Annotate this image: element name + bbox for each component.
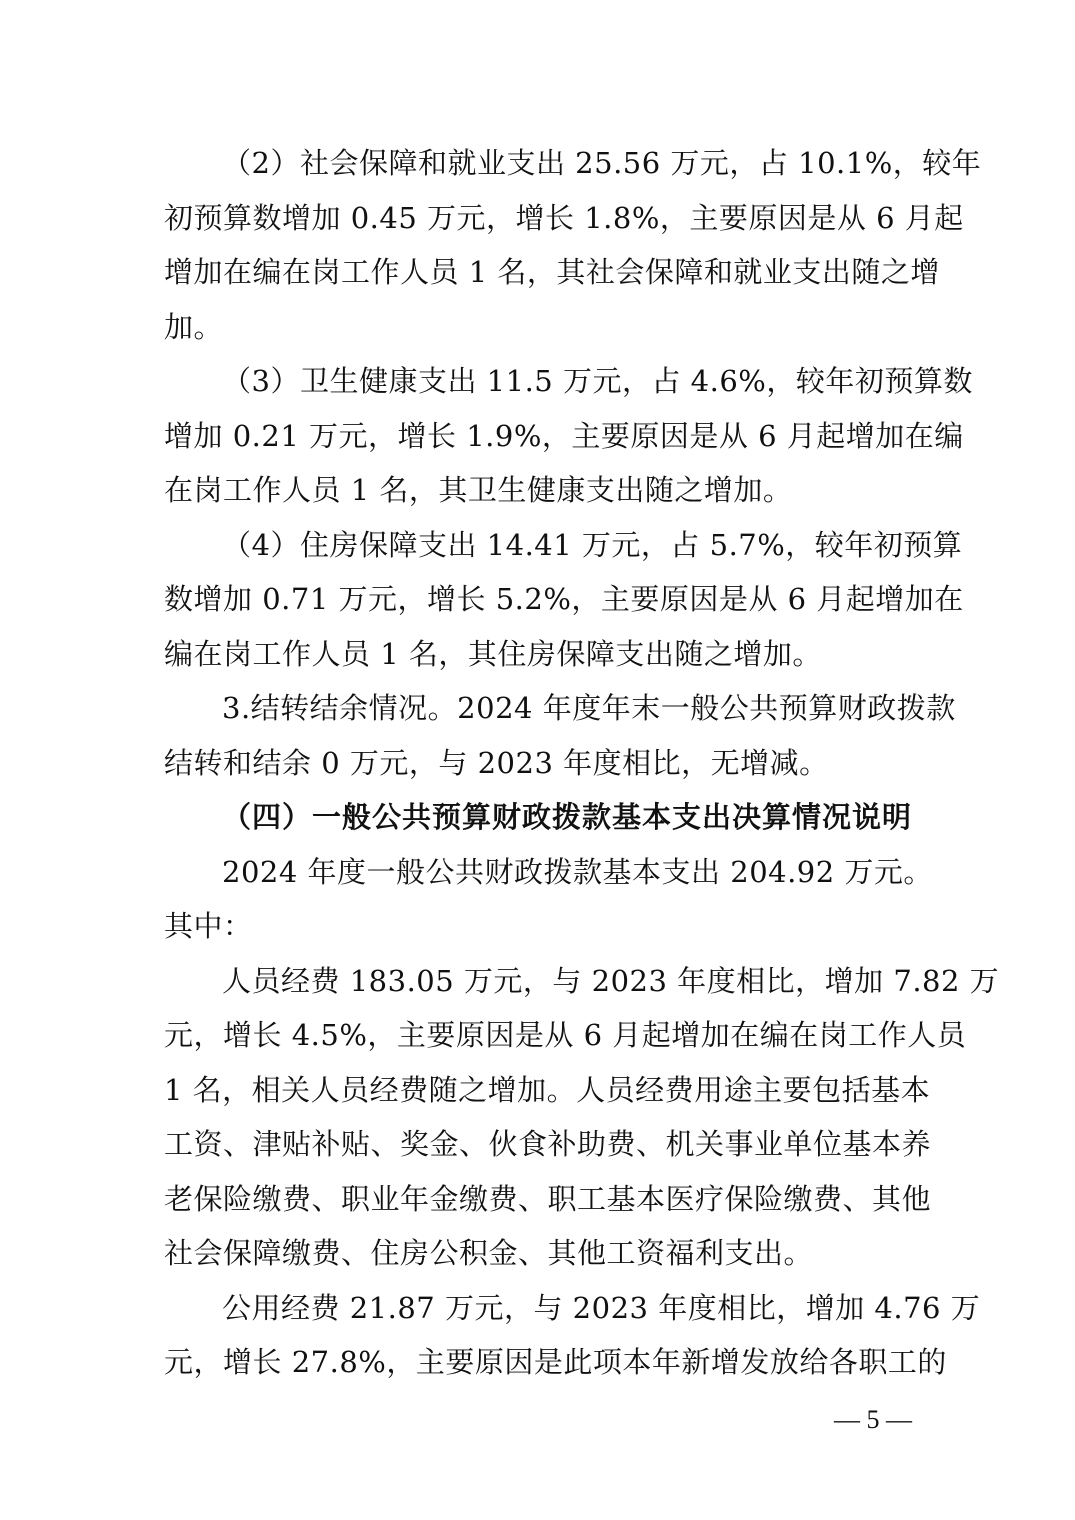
paragraph-carryover — [164, 681, 956, 790]
section-heading — [164, 790, 912, 845]
paragraph-basic-expenditure — [164, 845, 933, 954]
text-line: 工资、津贴补贴、奖金、伙食补助费、机关事业单位基本养 — [164, 1127, 932, 1161]
document-body — [164, 136, 1000, 1390]
text-line: 人员经费 183.05 万元，与 2023 年度相比，增加 7.82 万 — [222, 963, 1000, 998]
text-line: （3）卫生健康支出 11.5 万元，占 4.6%，较年初预算数 — [222, 364, 973, 398]
text-line: 编在岗工作人员 1 名，其住房保障支出随之增加。 — [164, 636, 822, 671]
text-line: （4）住房保障支出 14.41 万元，占 5.7%，较年初预算 — [222, 527, 963, 562]
text-line: 增加在编在岗工作人员 1 名，其社会保障和就业支出随之增 — [164, 255, 940, 289]
text-line: 社会保障缴费、住房公积金、其他工资福利支出。 — [164, 1236, 814, 1270]
text-line: 2024 年度一般公共财政拨款基本支出 204.92 万元。 — [222, 854, 933, 889]
text-line: 元，增长 27.8%，主要原因是此项本年新增发放给各职工的 — [164, 1345, 947, 1379]
text-line: 加。 — [164, 309, 224, 344]
text-line: 数增加 0.71 万元，增长 5.2%，主要原因是从 6 月起增加在 — [164, 582, 964, 616]
text-line: 元，增长 4.5%，主要原因是从 6 月起增加在编在岗工作人员 — [164, 1018, 967, 1052]
paragraph-social-security — [164, 136, 982, 354]
paragraph-public-expenses — [164, 1281, 981, 1390]
text-line: 1 名，相关人员经费随之增加。人员经费用途主要包括基本 — [164, 1072, 931, 1107]
text-line: 其中： — [164, 909, 253, 943]
text-line: 在岗工作人员 1 名，其卫生健康支出随之增加。 — [164, 473, 793, 507]
text-line: 初预算数增加 0.45 万元，增长 1.8%，主要原因是从 6 月起 — [164, 200, 964, 235]
text-line: 3.结转结余情况。2024 年度年末一般公共预算财政拨款 — [222, 691, 956, 725]
text-line: 公用经费 21.87 万元，与 2023 年度相比，增加 4.76 万 — [222, 1290, 981, 1325]
paragraph-housing — [164, 518, 964, 682]
text-line: （2）社会保障和就业支出 25.56 万元，占 10.1%，较年 — [222, 146, 982, 180]
paragraph-personnel-expenses — [164, 954, 1000, 1281]
text-line: 老保险缴费、职业年金缴费、职工基本医疗保险缴费、其他 — [164, 1181, 932, 1216]
page-number: — 5 — — [834, 1405, 912, 1434]
paragraph-health — [164, 354, 973, 518]
heading-text: （四）一般公共预算财政拨款基本支出决算情况说明 — [222, 800, 913, 834]
text-line: 增加 0.21 万元，增长 1.9%，主要原因是从 6 月起增加在编 — [164, 418, 964, 453]
text-line: 结转和结余 0 万元，与 2023 年度相比，无增减。 — [164, 745, 829, 780]
